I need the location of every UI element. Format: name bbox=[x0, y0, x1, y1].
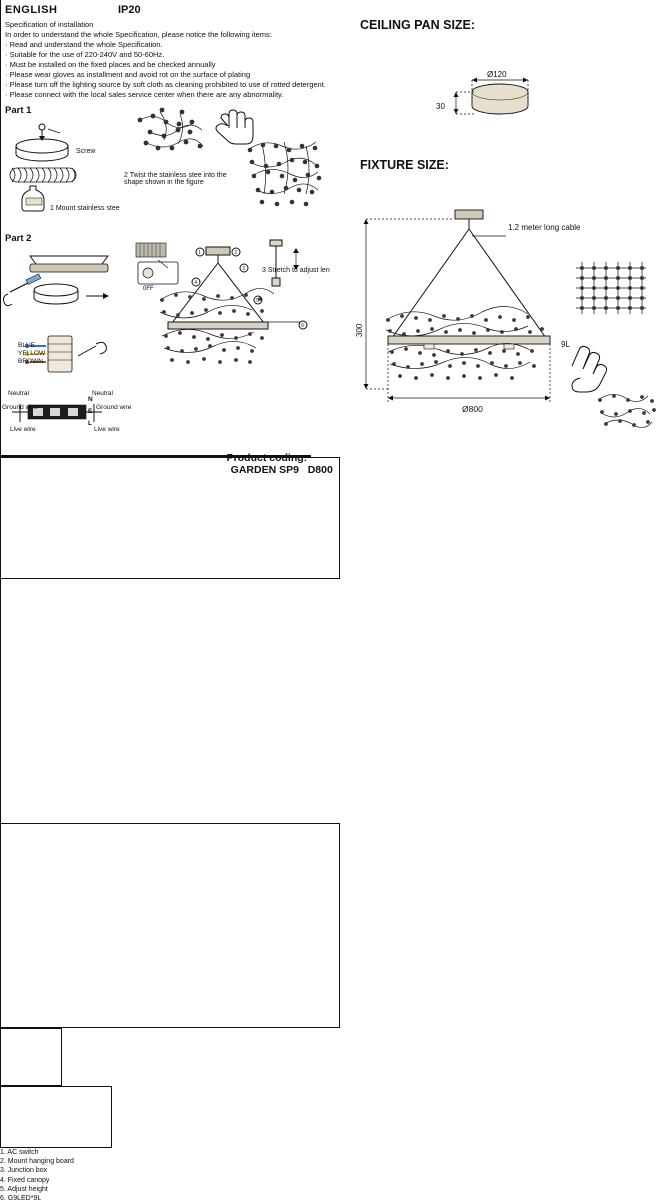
terminal-mark-e: E bbox=[88, 408, 93, 415]
part2-cell-wiring bbox=[0, 1086, 112, 1148]
part2-cell-switch bbox=[0, 1028, 62, 1086]
svg-text:3: 3 bbox=[242, 266, 246, 272]
drop-height-label: 300 bbox=[355, 323, 364, 337]
legend-item-4: 4. Fixed canopy bbox=[0, 1176, 50, 1184]
terminal-mark-n: N bbox=[88, 396, 93, 403]
terminal-neutral-left: Neutral bbox=[8, 390, 29, 397]
fixture-diameter-label: Ø800 bbox=[462, 404, 483, 414]
ceiling-diameter-label: Ø120 bbox=[487, 70, 507, 79]
bullet-6: · Please connect with the local sales service center when there are any abnormality. bbox=[5, 90, 284, 99]
terminal-ground-right: Ground wire bbox=[96, 404, 132, 411]
ip-rating-label: IP20 bbox=[118, 4, 141, 16]
bullet-1: · Read and understand the whole Specification. bbox=[5, 40, 163, 49]
wire-label-yellow: YELLOW bbox=[18, 350, 46, 357]
svg-text:1: 1 bbox=[198, 250, 202, 256]
wire-label-blue: BLUE bbox=[18, 342, 35, 349]
cable-length-label: 1.2 meter long cable bbox=[508, 223, 581, 232]
screw-label: Screw bbox=[76, 148, 96, 155]
terminal-live-right: Live wire bbox=[94, 426, 120, 433]
terminal-live-left: Live wire bbox=[10, 426, 36, 433]
part2-panel bbox=[0, 823, 340, 1028]
bullet-4: · Please wear gloves as installment and avoid rot on the surface of plating bbox=[5, 70, 251, 79]
caption-twist: 2 Twist the stainless stee into the shape shown in the figure bbox=[124, 172, 227, 186]
terminal-mark-l: L bbox=[88, 420, 92, 427]
part1-divider-1 bbox=[0, 579, 1, 701]
part1-label: Part 1 bbox=[5, 105, 32, 116]
bullet-2: · Suitable for the use of 220-240V and 50-60Hz. bbox=[5, 50, 165, 59]
spec-intro: In order to understand the whole Specification, please notice the following items: bbox=[5, 30, 272, 39]
bullet-3: · Must be installed on the fixed places and be checked annually bbox=[5, 60, 216, 69]
svg-text:5: 5 bbox=[256, 298, 260, 304]
ceiling-height-label: 30 bbox=[436, 102, 445, 111]
wire-label-brown: BROWN bbox=[18, 358, 43, 365]
legend-item-3: 3. Junction box bbox=[0, 1167, 48, 1175]
svg-text:6: 6 bbox=[301, 323, 305, 329]
caption-stretch: 3 Stretch to adjust len bbox=[262, 267, 330, 274]
caption-mount: 1 Mount stainless stee bbox=[50, 205, 120, 212]
spec-title: Specification of installation bbox=[5, 20, 94, 29]
terminal-ground-left: Ground wire bbox=[2, 404, 38, 411]
bullet-5: · Please turn off the lighting source by soft cloth as cleaning prohibited to use of rotted detergent. bbox=[5, 80, 326, 89]
terminal-neutral-right: Neutral bbox=[92, 390, 113, 397]
part1-divider-2 bbox=[0, 701, 1, 823]
product-coding-label: Product coding: bbox=[226, 452, 308, 464]
product-coding-value: GARDEN SP9 D800 bbox=[230, 464, 333, 476]
part2-label: Part 2 bbox=[5, 233, 32, 244]
fixture-size-title: FIXTURE SIZE: bbox=[360, 158, 449, 172]
language-label: ENGLISH bbox=[5, 4, 58, 16]
legend-item-6: 6. G9LED*9L bbox=[0, 1195, 42, 1203]
svg-text:4: 4 bbox=[194, 280, 198, 286]
svg-text:2: 2 bbox=[234, 250, 238, 256]
legend-list bbox=[0, 1148, 660, 1203]
lamp-count-label: 9L bbox=[561, 340, 570, 349]
ceiling-pan-title: CEILING PAN SIZE: bbox=[360, 18, 476, 32]
off-text: 0FF bbox=[143, 286, 154, 292]
legend-item-5: 5. Adjust height bbox=[0, 1185, 48, 1193]
legend-item-2: 2. Mount hanging board bbox=[0, 1158, 74, 1166]
legend-item-1: 1. AC switch bbox=[0, 1149, 39, 1156]
